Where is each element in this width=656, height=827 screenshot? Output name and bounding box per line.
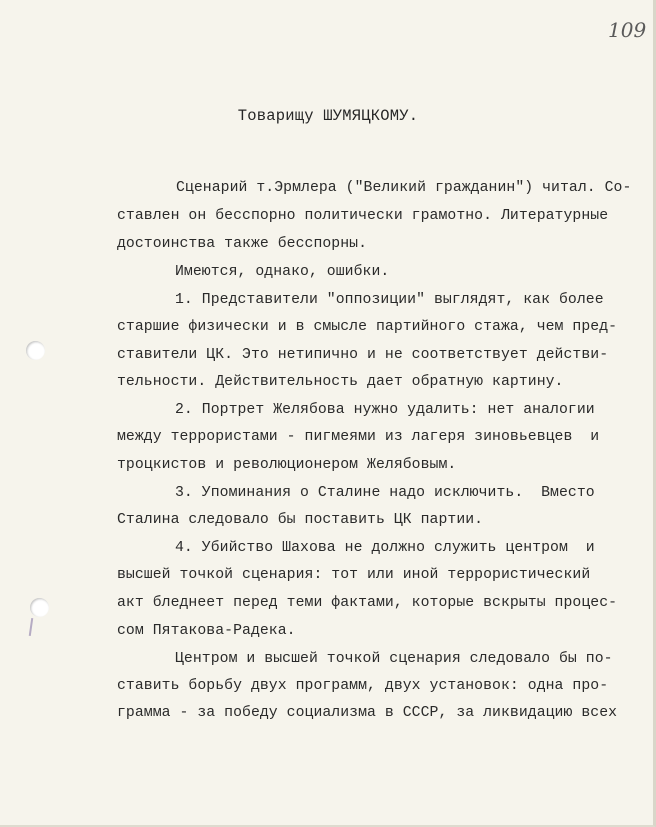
text-line: ставить борьбу двух программ, двух установок: одна про- <box>117 678 609 694</box>
text-line: старшие физически и в смысле партийного стажа, чем пред- <box>117 319 618 335</box>
text-line: 3. Упоминания о Сталине надо исключить. Вместо <box>175 485 595 501</box>
text-line: сом Пятакова-Радека. <box>117 623 296 639</box>
addressee-heading: Товарищу ШУМЯЦКОМУ. <box>237 107 419 125</box>
handwritten-page-number: 109 <box>608 18 647 42</box>
text-line: Центром и высшей точкой сценария следовало бы по- <box>175 651 613 667</box>
text-line: тельности. Действительность дает обратную картину. <box>117 374 564 390</box>
text-line: Сталина следовало бы поставить ЦК партии. <box>117 512 484 528</box>
text-line: ставлен он бесспорно политически грамотно. Литературные <box>117 208 609 224</box>
text-line: Имеются, однако, ошибки. <box>175 264 390 280</box>
text-line: акт бледнеет перед теми фактами, которые вскрыты процес- <box>117 595 618 611</box>
text-line: Сценарий т.Эрмлера ("Великий гражданин") читал. Со- <box>176 180 632 196</box>
text-line: между террористами - пигмеями из лагеря зиновьевцев и <box>117 429 600 445</box>
pen-mark <box>29 618 33 636</box>
text-line: 4. Убийство Шахова не должно служить центром и <box>175 540 595 556</box>
text-line: троцкистов и революционером Желябовым. <box>117 457 457 473</box>
text-line: достоинства также бесспорны. <box>117 236 368 252</box>
text-line: высшей точкой сценария: тот или иной террористический <box>117 567 591 583</box>
punch-hole <box>30 598 49 617</box>
text-line: 1. Представители "оппозиции" выглядят, как более <box>175 292 604 308</box>
punch-hole <box>26 341 45 360</box>
text-line: грамма - за победу социализма в СССР, за ликвидацию всех <box>117 705 618 721</box>
text-line: 2. Портрет Желябова нужно удалить: нет аналогии <box>175 402 595 418</box>
text-line: ставители ЦК. Это нетипично и не соответствует действи- <box>117 347 609 363</box>
